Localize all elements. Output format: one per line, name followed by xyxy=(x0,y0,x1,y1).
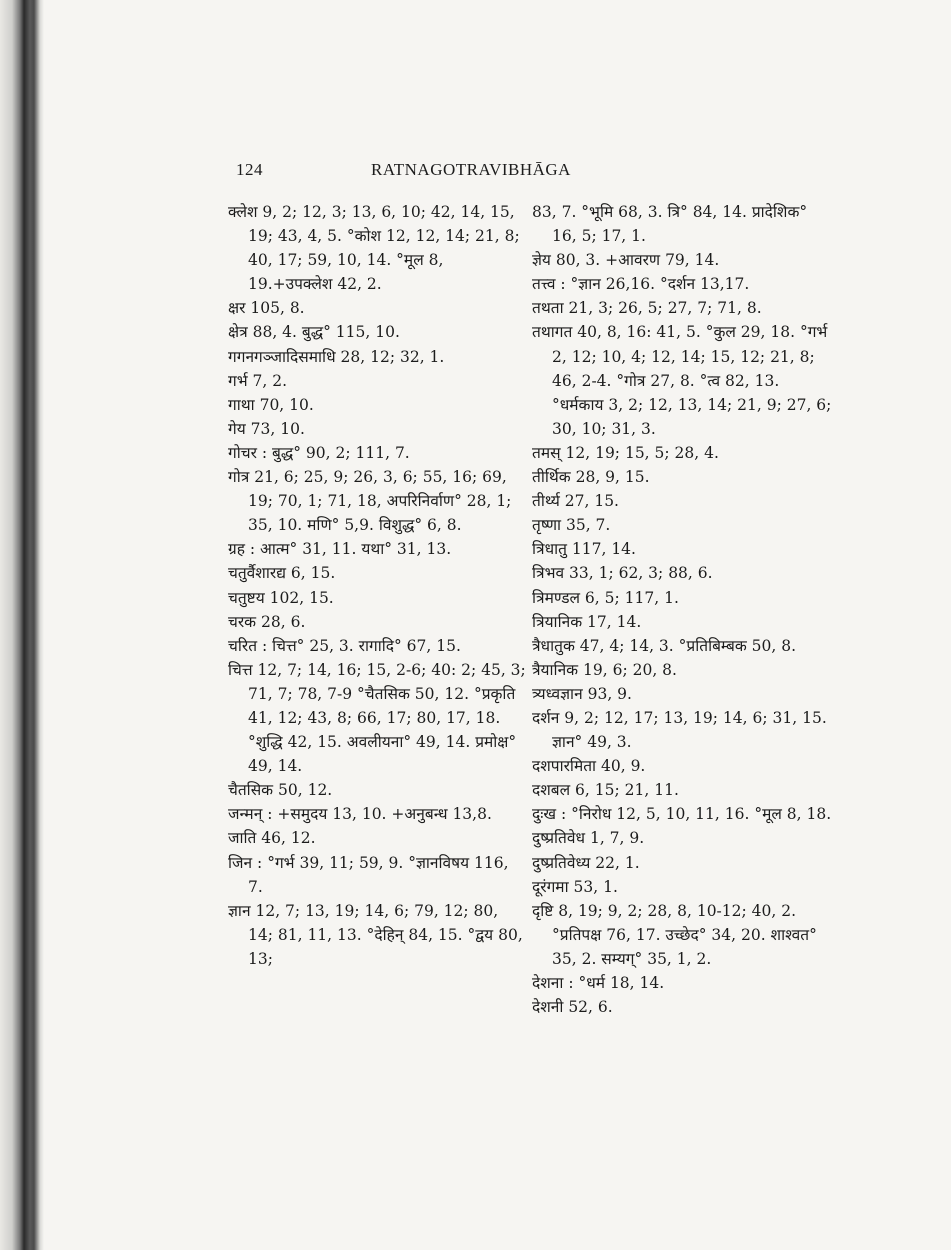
page-number: 124 xyxy=(236,160,263,179)
index-entry: देशना : °धर्म 18, 14. xyxy=(532,974,665,992)
index-entry: दशपारमिता 40, 9. xyxy=(532,757,646,776)
index-entry: त्रैयानिक 19, 6; 20, 8. xyxy=(532,660,677,679)
index-entry: देशनी 52, 6. xyxy=(532,998,613,1017)
index-entry: जन्मन् : +समुदय 13, 10. +अनुबन्ध 13,8. xyxy=(228,805,492,824)
index-entry: ज्ञेय 80, 3. +आवरण 79, 14. xyxy=(532,251,720,270)
index-entry: चैतसिक 50, 12. xyxy=(228,781,333,800)
index-entry: तृष्णा 35, 7. xyxy=(532,516,611,535)
index-entry: चतुष्टय 102, 15. xyxy=(228,588,334,607)
index-entry: चरक 28, 6. xyxy=(228,612,306,631)
book-binding-shadow xyxy=(0,0,44,1250)
index-entry: दशबल 6, 15; 21, 11. xyxy=(532,781,679,800)
index-entry: जिन : °गर्भ 39, 11; 59, 9. °ज्ञानविषय 116, 7. xyxy=(228,853,514,896)
index-entry: दुःख : °निरोध 12, 5, 10, 11, 16. °मूल 8, 18. xyxy=(532,805,832,824)
index-column-left xyxy=(228,200,531,971)
index-entry: त्रिभव 33, 1; 62, 3; 88, 6. xyxy=(532,564,713,583)
index-entry: दुष्प्रतिवेध्य 22, 1. xyxy=(532,853,640,872)
index-entry: चतुर्वैशारद्य 6, 15. xyxy=(228,564,336,583)
index-entry: गोत्र 21, 6; 25, 9; 26, 3, 6; 55, 16; 69, 19; 70, 1; 71, 18, अपरिनिर्वाण° 28, 1; 35, 10. मणि° 5,9. विशुद्ध° 6, 8. xyxy=(228,468,517,535)
index-entry: गेय 73, 10. xyxy=(228,419,305,438)
index-entry: गाथा 70, 10. xyxy=(228,395,314,414)
index-entry: त्रिमण्डल 6, 5; 117, 1. xyxy=(532,588,679,607)
index-entry: गोचर : बुद्ध° 90, 2; 111, 7. xyxy=(228,443,410,462)
index-entry: चित्त 12, 7; 14, 16; 15, 2-6; 40: 2; 45, 3; 71, 7; 78, 7-9 °चैतसिक 50, 12. °प्रकृति 41, 12; 43, 8; 66, 17; 80, 17, 18. °शुद्धि 42, 15. अवलीयना° 49, 14. प्रमोक्ष° 49, 14. xyxy=(228,660,531,776)
index-entry: दृष्टि 8, 19; 9, 2; 28, 8, 10-12; 40, 2. °प्रतिपक्ष 76, 17. उच्छेद° 34, 20. शाश्वत° 35, 2. सम्यग्° 35, 1, 2. xyxy=(532,901,822,968)
index-entry: त्रियानिक 17, 14. xyxy=(532,612,642,631)
index-entry: तत्त्व : °ज्ञान 26,16. °दर्शन 13,17. xyxy=(532,275,750,294)
index-entry: गगनगञ्जादिसमाधि 28, 12; 32, 1. xyxy=(228,347,445,366)
index-entry: त्रैधातुक 47, 4; 14, 3. °प्रतिबिम्बक 50, 8. xyxy=(532,636,797,655)
index-entry: त्र्यध्वज्ञान 93, 9. xyxy=(532,684,632,703)
index-entry: क्षर 105, 8. xyxy=(228,299,305,318)
index-column-right xyxy=(532,200,837,1019)
index-entry: ज्ञान 12, 7; 13, 19; 14, 6; 79, 12; 80, 14; 81, 11, 13. °देहिन् 84, 15. °द्वय 80, 13; xyxy=(228,901,528,968)
index-entry: दुष्प्रतिवेध 1, 7, 9. xyxy=(532,829,645,848)
index-entry: ग्रह : आत्म° 31, 11. यथा° 31, 13. xyxy=(228,540,452,559)
index-entry: चरित : चित्त° 25, 3. रागादि° 67, 15. xyxy=(228,636,461,655)
index-entry: त्रिधातु 117, 14. xyxy=(532,540,636,559)
index-entry: तीर्थिक 28, 9, 15. xyxy=(532,468,650,487)
index-entry: क्षेत्र 88, 4. बुद्ध° 115, 10. xyxy=(228,323,400,342)
index-entry: दूरंगमा 53, 1. xyxy=(532,877,618,896)
index-entry: 83, 7. °भूमि 68, 3. त्रि° 84, 14. प्रादेशिक° 16, 5; 17, 1. xyxy=(532,203,813,246)
index-entry: दर्शन 9, 2; 12, 17; 13, 19; 14, 6; 31, 15. ज्ञान° 49, 3. xyxy=(532,708,832,752)
running-title: RATNAGOTRAVIBHĀGA xyxy=(371,160,571,179)
index-entry: तीर्थ्य 27, 15. xyxy=(532,492,619,511)
index-entry: क्लेश 9, 2; 12, 3; 13, 6, 10; 42, 14, 15, 19; 43, 4, 5. °कोश 12, 12, 14; 21, 8; 40, 17; 59, 10, 14. °मूल 8, 19.+उपक्लेश 42, 2. xyxy=(228,203,525,294)
index-entry: तमस् 12, 19; 15, 5; 28, 4. xyxy=(532,443,719,462)
page-header xyxy=(236,160,706,184)
index-entry: तथता 21, 3; 26, 5; 27, 7; 71, 8. xyxy=(532,299,762,318)
index-entry: तथागत 40, 8, 16: 41, 5. °कुल 29, 18. °गर्भ 2, 12; 10, 4; 12, 14; 15, 12; 21, 8; 46, 2-4. °गोत्र 27, 8. °त्व 82, 13. °धर्मकाय 3, 2; 12, 13, 14; 21, 9; 27, 6; 30, 10; 31, 3. xyxy=(532,323,837,438)
index-entry: गर्भ 7, 2. xyxy=(228,371,288,390)
index-entry: जाति 46, 12. xyxy=(228,829,316,848)
